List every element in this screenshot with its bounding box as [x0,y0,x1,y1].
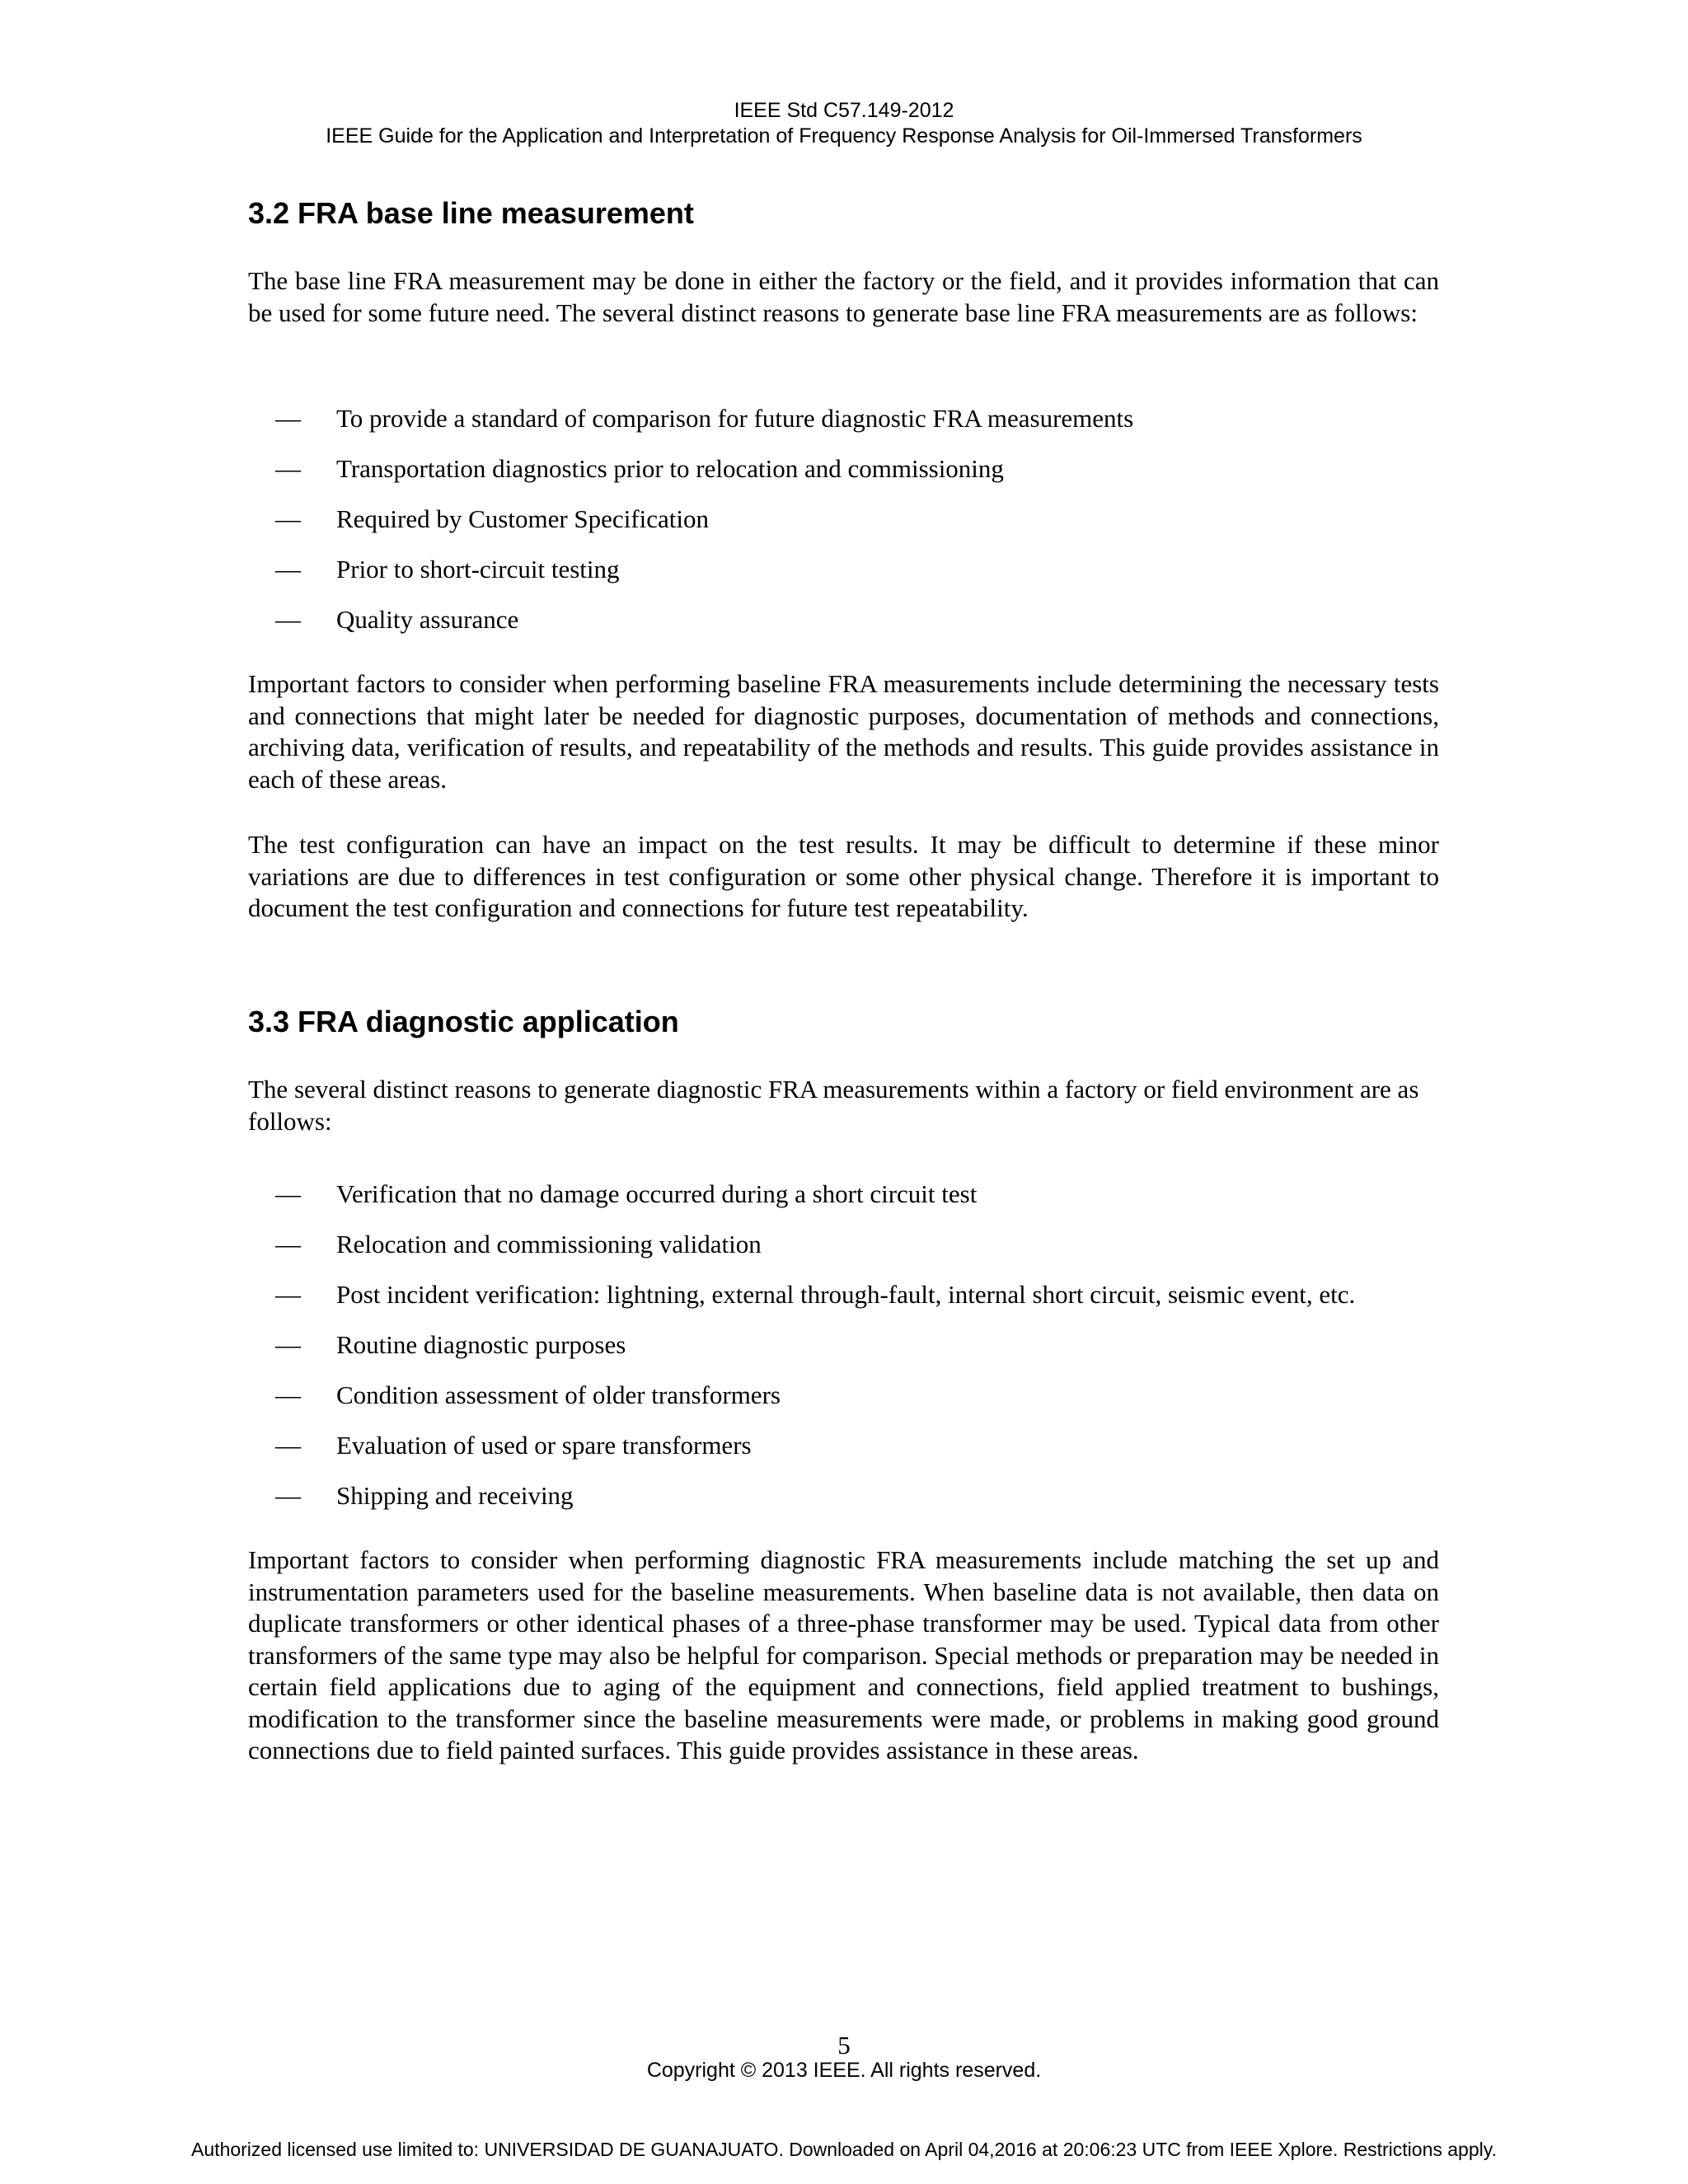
section-3-2-heading: 3.2 FRA base line measurement [248,196,694,230]
list-item-text: Quality assurance [336,605,519,634]
section-3-3-intro-paragraph: The several distinct reasons to generate diagnostic FRA measurements within a factory or field environment are as follows: [248,1075,1419,1136]
dash-marker: — [275,555,301,583]
page-number: 5 [837,2031,851,2060]
dash-marker: — [275,1230,301,1258]
dash-marker: — [275,1280,301,1309]
list-item-text: Prior to short-circuit testing [336,555,620,583]
list-item-text: Transportation diagnostics prior to relocation and commissioning [336,454,1004,483]
list-item-text: Evaluation of used or spare transformers [336,1431,752,1460]
list-item-text: Condition assessment of older transformers [336,1380,781,1409]
list-item [248,554,1439,604]
list-item [248,1430,1439,1480]
list-item-text: Verification that no damage occurred during a short circuit test [336,1179,978,1208]
list-item-text: Routine diagnostic purposes [336,1330,626,1359]
header-document-title: IEEE Guide for the Application and Interpretation of Frequency Response Analysis for Oil-Immersed Transformers [326,124,1362,148]
section-3-2-factors-paragraph: Important factors to consider when performing baseline FRA measurements include determining the necessary tests and connections that might later be needed for diagnostic purposes, documentation of methods and connections, archiving data, verification of results, and repeatability of the methods and results. This guide provides assistance in each of these areas. [248,669,1439,794]
section-3-2-configuration-paragraph: The test configuration can have an impact on the test results. It may be difficult to determine if these minor variations are due to differences in test configuration or some other physical change. Therefore it is important to document the test configuration and connections for future test repeatability. [248,830,1439,922]
dash-marker: — [275,454,301,483]
list-item-text: Shipping and receiving [336,1481,574,1510]
dash-marker: — [275,1481,301,1510]
license-footer: Authorized licensed use limited to: UNIVERSIDAD DE GUANAJUATO. Downloaded on April 04,2016 at 20:06:23 UTC from IEEE Xplore. Restrictions apply. [191,2139,1497,2160]
list-item-text: Required by Customer Specification [336,504,709,533]
dash-marker: — [275,1179,301,1208]
list-item [248,604,1439,654]
list-item [248,453,1439,504]
dash-marker: — [275,605,301,634]
list-item [248,1229,1439,1279]
dash-marker: — [275,1380,301,1409]
dash-marker: — [275,1431,301,1460]
section-3-3-factors-paragraph: Important factors to consider when performing diagnostic FRA measurements include matching the set up and instrumentation parameters used for the baseline measurements. When baseline data is not available, then data on duplicate transformers or other identical phases of a three-phase transformer may be used. Typical data from other transformers of the same type may also be helpful for comparison. Special methods or preparation may be needed in certain field applications due to aging of the equipment and connections, field applied treatment to bushings, modification to the transformer since the baseline measurements were made, or problems in making good ground connections due to field painted surfaces. This guide provides assistance in these areas. [248,1545,1439,1765]
list-item-text: To provide a standard of comparison for future diagnostic FRA measurements [336,404,1134,433]
list-item [248,504,1439,554]
list-item [248,1329,1439,1380]
section-3-2-bullet-list [248,403,1439,654]
list-item [248,1279,1439,1329]
section-3-3-bullet-list [248,1179,1439,1530]
dash-marker: — [275,504,301,533]
list-item [248,1480,1439,1530]
section-3-3-heading: 3.3 FRA diagnostic application [248,1005,679,1038]
copyright-notice: Copyright © 2013 IEEE. All rights reserved. [646,2059,1042,2082]
dash-marker: — [275,1330,301,1359]
header-standard-number: IEEE Std C57.149-2012 [734,99,954,122]
list-item [248,403,1439,453]
list-item-text: Post incident verification: lightning, external through-fault, internal short circuit, seismic event, etc. [336,1280,1356,1309]
section-3-2-intro-paragraph: The base line FRA measurement may be done in either the factory or the field, and it provides information that can be used for some future need. The several distinct reasons to generate base line FRA measurements are as follows: [248,266,1439,327]
list-item [248,1179,1439,1229]
list-item [248,1380,1439,1430]
list-item-text: Relocation and commissioning validation [336,1230,762,1258]
dash-marker: — [275,404,301,433]
